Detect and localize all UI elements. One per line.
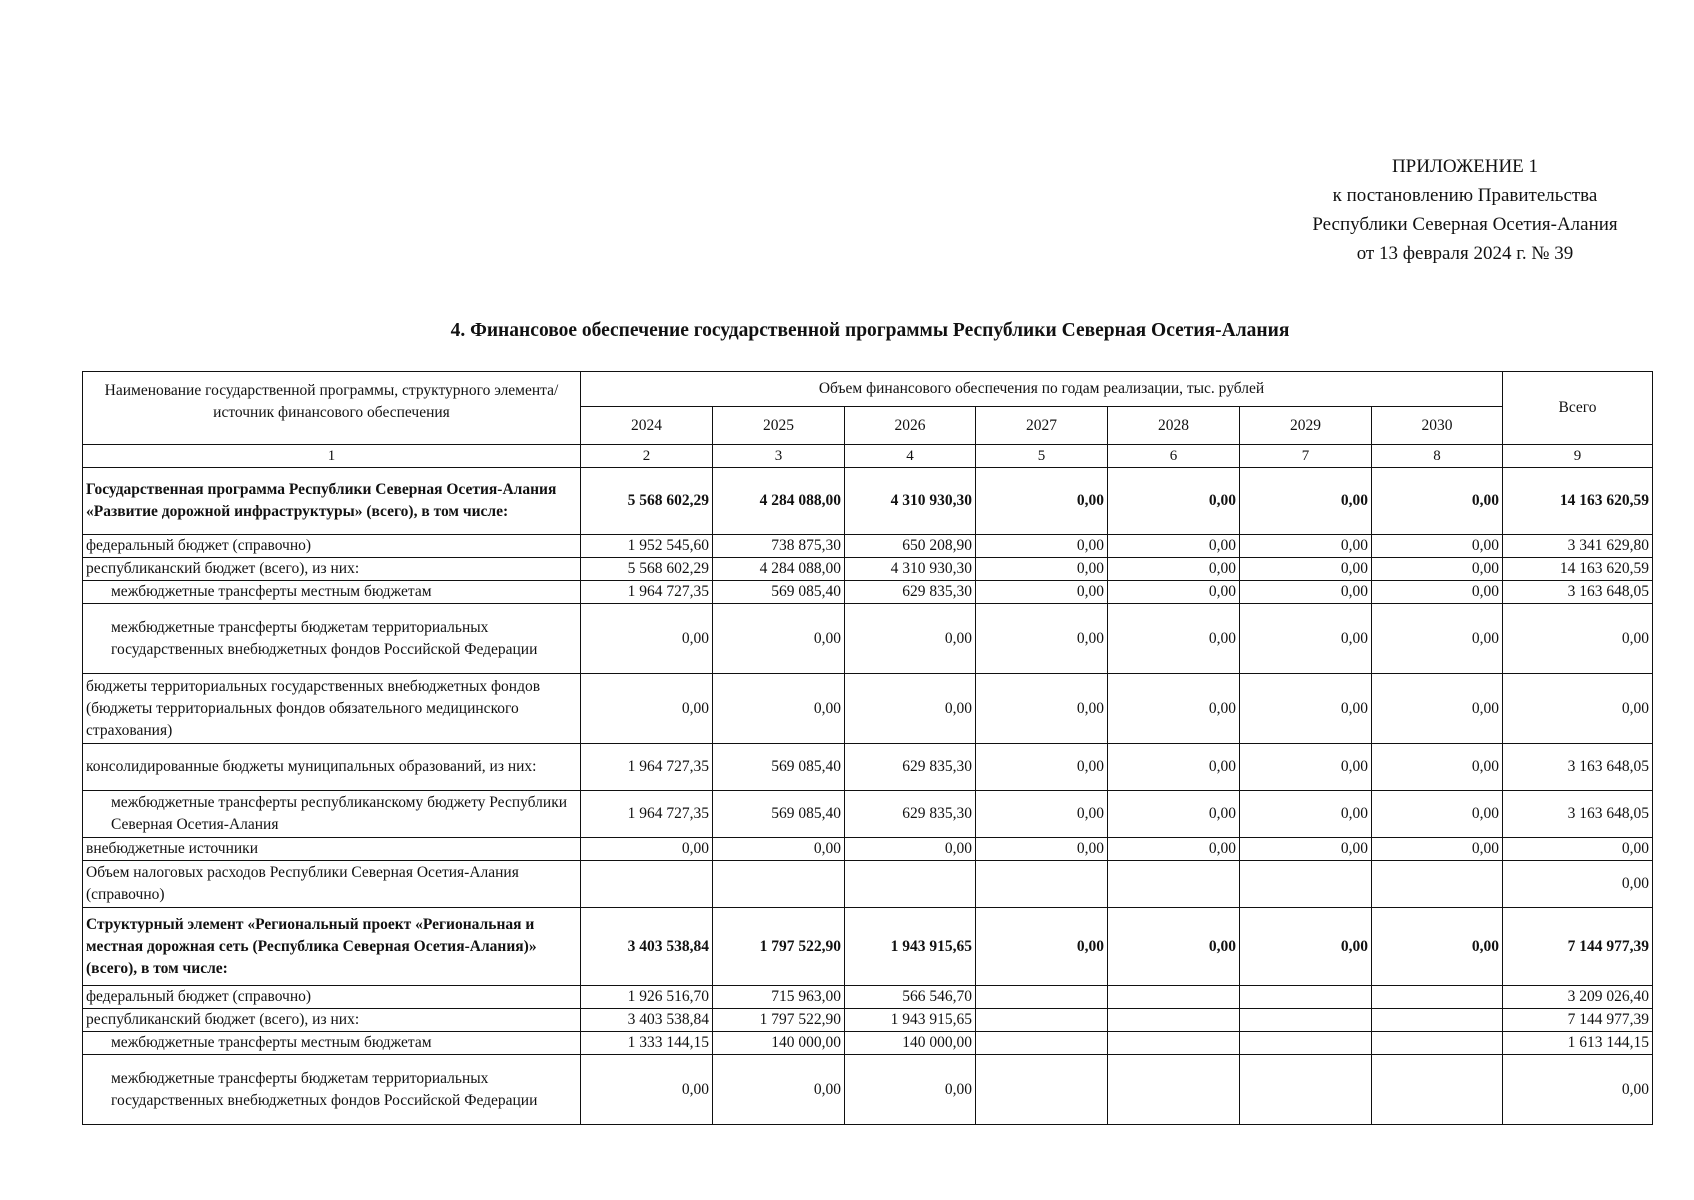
row-value-2027 — [976, 1055, 1108, 1125]
row-total-cell: 3 163 648,05 — [1503, 791, 1653, 838]
row-value-2028: 0,00 — [1108, 558, 1240, 581]
row-value-2027: 0,00 — [976, 604, 1108, 674]
row-value-2027 — [976, 986, 1108, 1009]
column-number-4: 4 — [845, 445, 976, 468]
row-value-2030 — [1372, 1055, 1503, 1125]
row-value-2029: 0,00 — [1240, 791, 1372, 838]
row-value-2027 — [976, 861, 1108, 908]
row-value-2028: 0,00 — [1108, 744, 1240, 791]
column-number-6: 6 — [1108, 445, 1240, 468]
row-value-2027: 0,00 — [976, 468, 1108, 535]
header-year-2024: 2024 — [581, 407, 713, 445]
row-value-2024: 1 964 727,35 — [581, 581, 713, 604]
row-value-2025: 4 284 088,00 — [713, 468, 845, 535]
row-label: межбюджетные трансферты местным бюджетам — [83, 581, 581, 604]
row-value-2029: 0,00 — [1240, 744, 1372, 791]
row-total-cell: 7 144 977,39 — [1503, 908, 1653, 986]
row-total-cell: 0,00 — [1503, 838, 1653, 861]
row-value-2026: 4 310 930,30 — [845, 468, 976, 535]
row-value-2028: 0,00 — [1108, 838, 1240, 861]
row-value-2024: 0,00 — [581, 1055, 713, 1125]
row-value-2025: 0,00 — [713, 1055, 845, 1125]
column-number-1: 1 — [83, 445, 581, 468]
appendix-line-2: к постановлению Правительства — [1332, 185, 1598, 206]
table-row — [83, 986, 1653, 1009]
row-value-2029: 0,00 — [1240, 581, 1372, 604]
row-value-2030 — [1372, 986, 1503, 1009]
header-row-1 — [83, 372, 1653, 407]
row-value-2028: 0,00 — [1108, 535, 1240, 558]
row-value-2026: 0,00 — [845, 604, 976, 674]
row-value-2028 — [1108, 1009, 1240, 1032]
row-value-2024: 0,00 — [581, 674, 713, 744]
row-value-2025: 0,00 — [713, 674, 845, 744]
row-value-2028 — [1108, 861, 1240, 908]
appendix-block — [1215, 152, 1694, 268]
document-title: 4. Финансовое обеспечение государственной программы Республики Северная Осетия-Алания — [450, 320, 1290, 341]
row-label: межбюджетные трансферты местным бюджетам — [83, 1032, 581, 1055]
header-year-2028: 2028 — [1108, 407, 1240, 445]
row-value-2028: 0,00 — [1108, 674, 1240, 744]
row-value-2026: 4 310 930,30 — [845, 558, 976, 581]
row-value-2028: 0,00 — [1108, 604, 1240, 674]
row-value-2027: 0,00 — [976, 908, 1108, 986]
column-number-8: 8 — [1372, 445, 1503, 468]
row-value-2028 — [1108, 986, 1240, 1009]
row-value-2029 — [1240, 986, 1372, 1009]
row-value-2029: 0,00 — [1240, 468, 1372, 535]
row-value-2027 — [976, 1009, 1108, 1032]
row-label: межбюджетные трансферты республиканскому бюджету Республики Северная Осетия-Алания — [83, 791, 581, 838]
row-total-cell: 14 163 620,59 — [1503, 468, 1653, 535]
row-value-2025: 140 000,00 — [713, 1032, 845, 1055]
row-value-2029: 0,00 — [1240, 558, 1372, 581]
row-value-2028 — [1108, 1032, 1240, 1055]
row-value-2026: 140 000,00 — [845, 1032, 976, 1055]
row-value-2030: 0,00 — [1372, 838, 1503, 861]
row-value-2030: 0,00 — [1372, 604, 1503, 674]
row-value-2027: 0,00 — [976, 581, 1108, 604]
column-number-5: 5 — [976, 445, 1108, 468]
row-value-2027 — [976, 1032, 1108, 1055]
column-number-3: 3 — [713, 445, 845, 468]
row-label: межбюджетные трансферты бюджетам территориальных государственных внебюджетных фондов Российской Федерации — [83, 604, 581, 674]
row-value-2029: 0,00 — [1240, 838, 1372, 861]
table-row — [83, 791, 1653, 838]
row-value-2028: 0,00 — [1108, 791, 1240, 838]
header-year-2025: 2025 — [713, 407, 845, 445]
row-total-cell: 3 341 629,80 — [1503, 535, 1653, 558]
table-row — [83, 558, 1653, 581]
row-value-2029 — [1240, 861, 1372, 908]
row-total-cell: 0,00 — [1503, 674, 1653, 744]
row-value-2030: 0,00 — [1372, 908, 1503, 986]
row-value-2026: 1 943 915,65 — [845, 1009, 976, 1032]
row-value-2025: 738 875,30 — [713, 535, 845, 558]
table-row — [83, 604, 1653, 674]
row-label: республиканский бюджет (всего), из них: — [83, 1009, 581, 1032]
row-value-2029: 0,00 — [1240, 674, 1372, 744]
financing-table — [82, 371, 1653, 1125]
row-value-2027: 0,00 — [976, 744, 1108, 791]
row-label: федеральный бюджет (справочно) — [83, 986, 581, 1009]
row-label: межбюджетные трансферты бюджетам территориальных государственных внебюджетных фондов Российской Федерации — [83, 1055, 581, 1125]
row-value-2026: 0,00 — [845, 838, 976, 861]
row-value-2025: 1 797 522,90 — [713, 1009, 845, 1032]
column-number-9: 9 — [1503, 445, 1653, 468]
row-total-cell: 7 144 977,39 — [1503, 1009, 1653, 1032]
row-label: Объем налоговых расходов Республики Северная Осетия-Алания (справочно) — [83, 861, 581, 908]
row-value-2025 — [713, 861, 845, 908]
row-value-2024: 1 964 727,35 — [581, 791, 713, 838]
row-total-cell: 3 163 648,05 — [1503, 581, 1653, 604]
row-value-2030 — [1372, 1009, 1503, 1032]
header-year-2027: 2027 — [976, 407, 1108, 445]
row-total-cell: 0,00 — [1503, 604, 1653, 674]
row-value-2024: 5 568 602,29 — [581, 558, 713, 581]
row-value-2029 — [1240, 1009, 1372, 1032]
row-value-2024: 1 333 144,15 — [581, 1032, 713, 1055]
row-value-2026: 629 835,30 — [845, 791, 976, 838]
row-value-2025: 569 085,40 — [713, 791, 845, 838]
column-number-row — [83, 445, 1653, 468]
row-label: консолидированные бюджеты муниципальных образований, из них: — [83, 744, 581, 791]
row-label: внебюджетные источники — [83, 838, 581, 861]
header-year-2029: 2029 — [1240, 407, 1372, 445]
row-value-2025: 1 797 522,90 — [713, 908, 845, 986]
table-row — [83, 838, 1653, 861]
row-value-2029: 0,00 — [1240, 908, 1372, 986]
table-row — [83, 1055, 1653, 1125]
row-value-2024: 0,00 — [581, 604, 713, 674]
row-value-2026: 629 835,30 — [845, 744, 976, 791]
row-value-2024: 1 964 727,35 — [581, 744, 713, 791]
table-row — [83, 1009, 1653, 1032]
row-value-2024: 1 926 516,70 — [581, 986, 713, 1009]
row-label: Государственная программа Республики Северная Осетия-Алания «Развитие дорожной инфраструктуры» (всего), в том числе: — [83, 468, 581, 535]
row-label: Структурный элемент «Региональный проект «Региональная и местная дорожная сеть (Республика Северная Осетия-Алания)» (всего), в том числе: — [83, 908, 581, 986]
row-value-2027: 0,00 — [976, 674, 1108, 744]
row-value-2030: 0,00 — [1372, 535, 1503, 558]
row-value-2028 — [1108, 1055, 1240, 1125]
table-row — [83, 744, 1653, 791]
table-row — [83, 674, 1653, 744]
row-value-2024: 1 952 545,60 — [581, 535, 713, 558]
table-row — [83, 908, 1653, 986]
row-value-2028: 0,00 — [1108, 468, 1240, 535]
row-total-cell: 0,00 — [1503, 861, 1653, 908]
row-total-cell: 3 209 026,40 — [1503, 986, 1653, 1009]
row-value-2030: 0,00 — [1372, 791, 1503, 838]
row-value-2030: 0,00 — [1372, 581, 1503, 604]
row-value-2024: 5 568 602,29 — [581, 468, 713, 535]
row-value-2025: 0,00 — [713, 604, 845, 674]
table-row — [83, 468, 1653, 535]
table-row — [83, 535, 1653, 558]
row-label: бюджеты территориальных государственных внебюджетных фондов (бюджеты территориальных фондов обязательного медицинского страхования) — [83, 674, 581, 744]
appendix-line-4: от 13 февраля 2024 г. № 39 — [1356, 243, 1574, 264]
row-value-2024: 0,00 — [581, 838, 713, 861]
row-value-2028: 0,00 — [1108, 908, 1240, 986]
row-total-cell: 3 163 648,05 — [1503, 744, 1653, 791]
row-value-2024 — [581, 861, 713, 908]
row-value-2026: 1 943 915,65 — [845, 908, 976, 986]
row-value-2029: 0,00 — [1240, 535, 1372, 558]
row-value-2029 — [1240, 1032, 1372, 1055]
row-total-cell: 14 163 620,59 — [1503, 558, 1653, 581]
appendix-line-3: Республики Северная Осетия-Алания — [1312, 214, 1618, 235]
row-value-2024: 3 403 538,84 — [581, 908, 713, 986]
table-row — [83, 1032, 1653, 1055]
header-year-2026: 2026 — [845, 407, 976, 445]
appendix-line-1: ПРИЛОЖЕНИЕ 1 — [1391, 156, 1539, 177]
table-row — [83, 581, 1653, 604]
row-value-2030: 0,00 — [1372, 558, 1503, 581]
row-value-2030: 0,00 — [1372, 674, 1503, 744]
row-value-2029 — [1240, 1055, 1372, 1125]
row-value-2025: 0,00 — [713, 838, 845, 861]
row-value-2030: 0,00 — [1372, 744, 1503, 791]
row-value-2025: 4 284 088,00 — [713, 558, 845, 581]
row-value-2027: 0,00 — [976, 535, 1108, 558]
row-value-2026: 0,00 — [845, 674, 976, 744]
row-value-2027: 0,00 — [976, 838, 1108, 861]
column-number-7: 7 — [1240, 445, 1372, 468]
row-value-2026 — [845, 861, 976, 908]
column-number-2: 2 — [581, 445, 713, 468]
header-volume-cell: Объем финансового обеспечения по годам реализации, тыс. рублей — [581, 372, 1503, 407]
header-year-2030: 2030 — [1372, 407, 1503, 445]
row-value-2027: 0,00 — [976, 558, 1108, 581]
table-row — [83, 861, 1653, 908]
row-value-2030 — [1372, 1032, 1503, 1055]
row-label: федеральный бюджет (справочно) — [83, 535, 581, 558]
row-value-2026: 650 208,90 — [845, 535, 976, 558]
row-value-2025: 569 085,40 — [713, 581, 845, 604]
row-value-2026: 629 835,30 — [845, 581, 976, 604]
row-value-2025: 715 963,00 — [713, 986, 845, 1009]
row-label: республиканский бюджет (всего), из них: — [83, 558, 581, 581]
row-value-2029: 0,00 — [1240, 604, 1372, 674]
row-value-2026: 566 546,70 — [845, 986, 976, 1009]
row-value-2027: 0,00 — [976, 791, 1108, 838]
header-name-cell: Наименование государственной программы, структурного элемента/источник финансового обеспечения — [83, 372, 581, 445]
row-total-cell: 1 613 144,15 — [1503, 1032, 1653, 1055]
row-value-2030 — [1372, 861, 1503, 908]
row-value-2028: 0,00 — [1108, 581, 1240, 604]
row-value-2026: 0,00 — [845, 1055, 976, 1125]
row-value-2030: 0,00 — [1372, 468, 1503, 535]
header-total-cell: Всего — [1503, 372, 1653, 445]
row-value-2024: 3 403 538,84 — [581, 1009, 713, 1032]
row-value-2025: 569 085,40 — [713, 744, 845, 791]
row-total-cell: 0,00 — [1503, 1055, 1653, 1125]
